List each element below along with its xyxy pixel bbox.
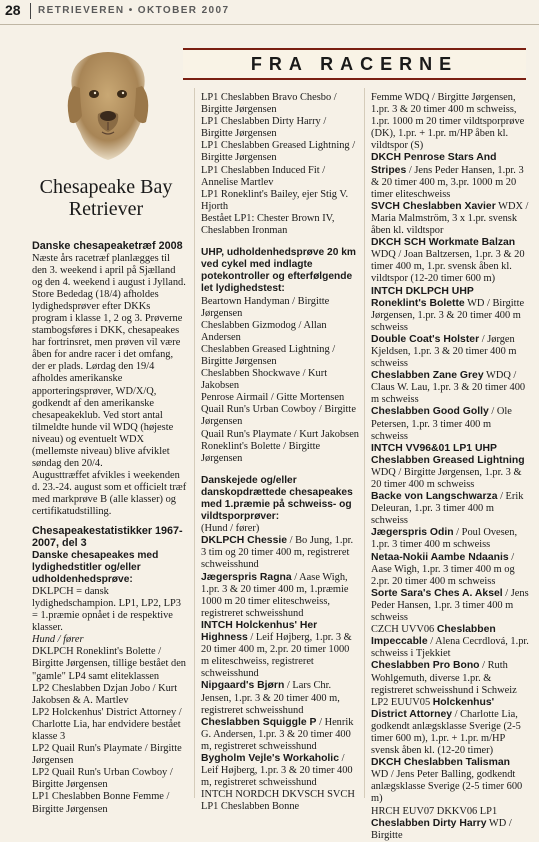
list-item: Cheslabben Shockwave / Kurt Jakobsen	[201, 368, 328, 392]
list-item	[371, 757, 529, 805]
list-item: LP1 Roneklint's Bailey, ejer Stig V. Hjorth	[201, 188, 349, 212]
entry-detail: / Leif Højberg, 1.pr. 3 & 20 timer 400 m, 2.pr. 20 timer 1000 m eliteschweiss, registreret schweisshund	[201, 632, 352, 680]
entry-detail: WDQ / Birgitte Jørgensen, 1.pr. 3 & 20 timer 400 m schweiss	[371, 466, 522, 490]
entry-detail: / Aase Wigh, 1.pr. 3 timer 400 m og 2.pr. 20 timer 400 m schweiss	[371, 551, 515, 587]
entry-detail: / Ruth Wohlgemuth, diverse 1.pr. & registreret schweisshund i Schweiz	[371, 660, 517, 696]
dog-name: Jægerspris Ragna	[201, 571, 292, 583]
list-item	[371, 806, 529, 842]
list-item	[201, 753, 359, 789]
dog-name: DKCH Penrose Stars And Stripes	[371, 152, 497, 176]
dog-name: Jægerspris Odin	[371, 527, 454, 539]
entry-detail: WDQ / Claus W. Lau, 1.pr. 3 & 20 timer 400 m schweiss	[371, 370, 526, 406]
dog-name: Backe von Langschwarza	[371, 491, 498, 503]
dog-name: Cheslabben Good Golly	[371, 406, 489, 418]
list-item: Beartown Handyman / Birgitte Jørgensen	[201, 295, 330, 319]
dog-name: Holckenhus' District Attorney	[371, 696, 495, 720]
banner-title: FRA RACERNE	[250, 53, 459, 74]
column-2	[201, 92, 359, 813]
entry-detail: / Bo Jung, 1.pr. 3 tim og 20 timer 400 m, registreret schweisshund	[201, 535, 354, 571]
entry-detail: INTCH NORDCH DKVSCH SVCH LP1 Cheslabben Bonne	[201, 789, 355, 813]
list-item: DKLPCH Roneklint's Bolette / Birgitte Jørgensen, tillige bestået den "gamle" LP4 samt eliteklassen	[32, 646, 187, 682]
racetraef-body: Næste års racetræf planlægges til den 3. weekend i april på Sjælland og den 4. weekend i august i Jylland. Store Bededag (18/4) afholdes lydighedsprøver efter DKKs program i klasse 1, 2 og 3. Prøverne stambogsføres i DKK, chesapeakes har fortrinsret, men prøven vil være åben for andre racer i det omfang, der er plads. Lørdag den 19/4 afholdes amerikanske apporteringsprøver, WD/X/Q, godkendt af den amerikanske chesapeakeklub. Ved stort antal tilmeldte hunde vil WDQ (højeste niveau) og eventuelt WDX (mellemste niveau) blive afviklet søndag den 20/4.	[32, 252, 186, 470]
list-item: LP1 Cheslabben Bonne Femme / Birgitte Jørgensen	[32, 791, 170, 815]
list-item	[201, 789, 359, 813]
dog-name: SVCH Cheslabben Xavier	[371, 200, 496, 212]
page-number: 28	[5, 2, 21, 18]
running-head: RETRIEVEREN • OKTOBER 2007	[38, 5, 230, 16]
breed-title-line-1: Chesapeake Bay	[39, 176, 173, 198]
list-item	[201, 535, 359, 571]
entry-detail: HRCH EUV07 DKKV06 LP1	[371, 805, 498, 817]
list-item	[371, 237, 529, 285]
dog-name: INTCH Holckenhus' Her Highness	[201, 619, 318, 644]
list-item: Roneklint's Bolette / Birgitte Jørgensen	[201, 440, 321, 464]
list-item: Quail Run's Urban Cowboy / Birgitte Jørgensen	[201, 404, 356, 428]
dog-name: INTCH DKLPCH UHP Roneklint's Bolette	[371, 285, 474, 309]
prize-heading: Danskejede og/eller danskopdrættede chesapeakes med 1.præmie på schweiss- og vildtsporprøver:	[201, 474, 353, 523]
entry-detail: / Alena Cecrdlová, 1.pr. schweiss i Tjekkiet	[371, 636, 529, 660]
entry-detail: CZCH UVV06	[371, 624, 437, 636]
entry-detail: / Erik Deleuran, 1.pr. 3 timer 400 m schweiss	[371, 491, 524, 527]
entry-detail: LP2 EUUV05	[371, 696, 433, 708]
section-heading-statistics: Chesapeakestatistikker 1967-2007, del 3	[32, 524, 183, 550]
statistics-intro: DKLPCH = dansk lydighedschampion. LP1, LP2, LP3 = 1.præmie opnået i de respektive klasser.	[32, 585, 181, 634]
list-item	[371, 334, 529, 370]
entry-detail: / Poul Ovesen, 1.pr. 3 timer 400 m schweiss	[371, 527, 518, 551]
racetraef-body-2: Augusttræffet afvikles i weekenden d. 23.-24. august som et officielt træf med markprøve B (alle klasser) og certifikatudstilling.	[32, 470, 187, 518]
list-item	[371, 92, 529, 152]
dog-name: DKCH SCH Workmate Balzan	[371, 237, 516, 249]
dog-name: Netaa-Nokii Aambe Ndaanis	[371, 551, 509, 563]
list-item	[371, 491, 529, 527]
dog-name: Double Coat's Holster	[371, 333, 480, 345]
entry-detail: / Ole Petersen, 1.pr. 3 timer 400 m schweiss	[371, 406, 512, 442]
section-heading-racetraef: Danske chesapeaketræf 2008	[32, 240, 183, 252]
header-divider	[30, 3, 31, 19]
list-item	[371, 152, 529, 200]
list-item: LP2 Cheslabben Dzjan Jobo / Kurt Jakobsen & A. Martlev	[32, 682, 178, 706]
list-item: Cheslabben Gizmodog / Allan Andersen	[201, 319, 327, 343]
entry-detail: / Aase Wigh, 1.pr. 3 & 20 timer 400 m, 1.præmie 1000 m 20 timer eliteschweiss, registreret schweisshund	[201, 571, 349, 619]
list-item	[371, 624, 529, 660]
list-item: LP2 Quail Run's Playmate / Birgitte Jørgensen	[32, 743, 182, 767]
entry-detail: WD / Birgitte Jørgensen, 1.pr. 3 & 20 timer 400 m schweiss	[371, 297, 525, 333]
list-item: Bestået LP1: Chester Brown IV, Cheslabben Ironman	[201, 212, 335, 237]
list-item: LP2 Quail Run's Urban Cowboy / Birgitte Jørgensen	[32, 767, 173, 791]
list-item	[371, 527, 529, 551]
list-item	[371, 370, 529, 406]
dog-portrait-image	[58, 36, 158, 164]
list-item: Quail Run's Playmate / Kurt Jakobsen	[201, 428, 360, 440]
list-item: LP1 Cheslabben Bravo Chesbo / Birgitte Jørgensen	[201, 92, 337, 116]
column-divider-2	[364, 88, 365, 798]
list-item	[201, 620, 359, 680]
entry-detail: / Henrik G. Andersen, 1.pr. 3 & 20 timer 400 m, registreret schweisshund	[201, 716, 354, 752]
entry-detail: Femme WDQ / Birgitte Jørgensen, 1.pr. 3 & 20 timer 400 m schweiss, 1.pr. 1000 m 20 timer vildtsporprøve (DK), 1.pr. + 1.pr. m/HP åben kl. vildtspor (S)	[371, 92, 525, 152]
lp1-list	[201, 92, 359, 237]
list-item: LP1 Cheslabben Dirty Harry / Birgitte Jørgensen	[201, 116, 327, 140]
list-item	[371, 697, 529, 757]
dog-name: DKLPCH Chessie	[201, 535, 288, 547]
breed-title	[22, 176, 190, 220]
entry-detail: / Lars Chr. Jensen, 1.pr. 3 & 20 timer 400 m, registreret schweisshund	[201, 680, 340, 716]
column-1	[32, 240, 187, 816]
statistics-subheading: Danske chesapeakes med lydighedstitler og/eller udholdenhedsprøve:	[32, 549, 159, 585]
uhp-list	[201, 296, 359, 465]
list-item	[201, 680, 359, 716]
page-header	[0, 0, 539, 25]
title-holder-list	[32, 646, 187, 815]
entry-detail: WDX / Maria Malmström, 3 x 1.pr. svensk åben kl. vildtspor	[371, 200, 529, 237]
entry-detail: WD / Jens Peter Balling, godkendt anlægsklasse Sverige (2-5 timer 600 m)	[371, 769, 523, 805]
column-divider-1	[194, 88, 195, 798]
dog-name: Cheslabben Impeccable	[371, 624, 496, 648]
prize-list-continued	[371, 92, 529, 842]
list-item	[371, 443, 529, 491]
entry-detail: WD / Birgitte	[371, 817, 512, 841]
dog-name: Sorte Sara's Ches A. Aksel	[371, 587, 503, 599]
column-3	[371, 92, 529, 842]
prize-list	[201, 535, 359, 813]
entry-detail: / Jørgen Kjeldsen, 1.pr. 3 & 20 timer 400 m schweiss	[371, 333, 517, 370]
dog-name: Cheslabben Zane Grey	[371, 370, 484, 382]
entry-detail: / Jens Peder Hansen, 1.pr. 3 timer 400 m schweiss	[371, 587, 529, 624]
list-item: Penrose Airmail / Gitte Mortensen	[201, 392, 345, 404]
list-item	[201, 717, 359, 753]
dog-name: Cheslabben Squiggle P	[201, 716, 317, 728]
dog-name: Nipgaard's Bjørn	[201, 680, 285, 692]
list-item: LP1 Cheslabben Induced Fit / Annelise Martlev	[201, 164, 326, 188]
entry-detail: / Charlotte Lia, godkendt anlægsklasse Sverige (2-5 timer 600 m), 1.pr. + 1.pr. m/HP svensk åben kl. (12-20 timer)	[371, 708, 521, 757]
list-item	[371, 406, 529, 442]
prize-legend: (Hund / fører)	[201, 523, 260, 535]
list-item: Cheslabben Greased Lightning / Birgitte Jørgensen	[201, 343, 336, 367]
dog-name: INTCH VV96&01 LP1 UHP Cheslabben Greased Lightning	[371, 442, 525, 466]
statistics-legend: Hund / fører	[32, 634, 84, 646]
list-item	[371, 660, 529, 696]
dog-name: Cheslabben Dirty Harry	[371, 817, 487, 829]
list-item	[371, 552, 529, 588]
breed-title-line-2: Retriever	[68, 198, 144, 220]
entry-detail: / Jens Peder Hansen, 1.pr. 3 & 20 timer 400 m, 3.pr. 1000 m 20 timer eliteschweiss	[371, 164, 524, 200]
entry-detail: WDQ / Joan Baltzersen, 1.pr. 3 & 20 timer 400 m, 1.pr. svensk åben kl. vildtspor (12-20 timer 600 m)	[371, 249, 525, 285]
list-item	[371, 588, 529, 624]
retriever-head-illustration	[58, 36, 158, 164]
list-item	[371, 286, 529, 334]
list-item: LP2 Holckenhus' District Attorney / Charlotte Lia, har endvidere bestået klasse 3	[32, 706, 182, 742]
list-item	[371, 201, 529, 237]
section-banner	[183, 48, 526, 80]
entry-detail: / Leif Højberg, 1.pr. 3 & 20 timer 400 m, registreret schweisshund	[201, 752, 353, 789]
dog-name: Bygholm Vejle's Workaholic	[201, 752, 339, 764]
uhp-heading: UHP, udholdenhedsprøve 20 km ved cykel med indlagte potekontroller og efterfølgende let lydighedstest:	[201, 247, 356, 295]
dog-name: Cheslabben Pro Bono	[371, 660, 480, 672]
list-item: LP1 Cheslabben Greased Lightning / Birgitte Jørgensen	[201, 140, 356, 164]
dog-name: DKCH Cheslabben Talisman	[371, 757, 510, 769]
list-item	[201, 572, 359, 620]
